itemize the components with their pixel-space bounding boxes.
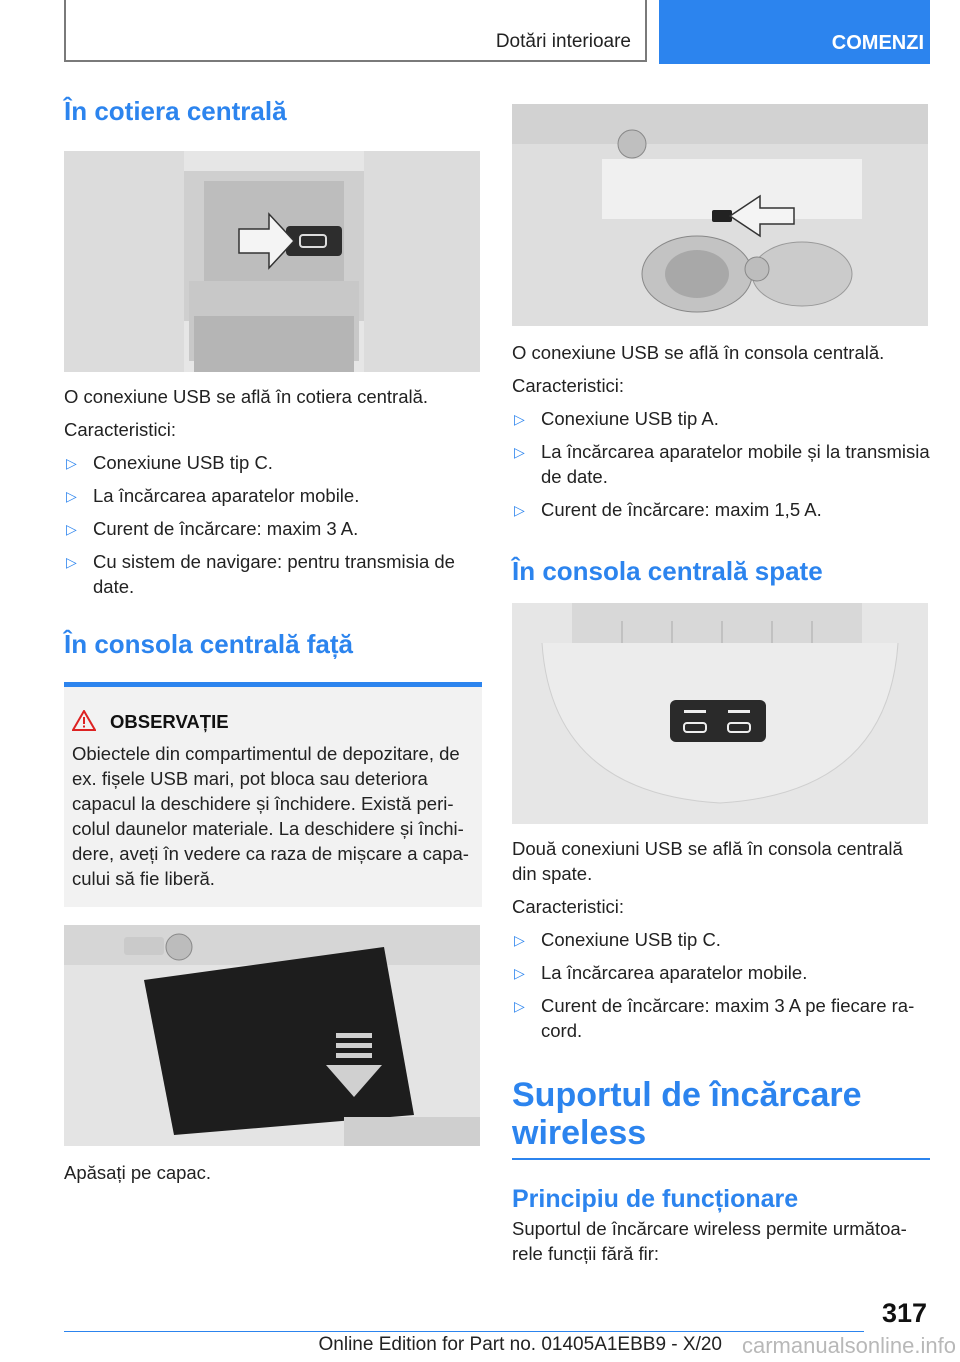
list-item: ▷ La încărcarea aparatelor mobile.	[512, 960, 930, 985]
press-caption: Apăsați pe capac.	[64, 1162, 212, 1184]
triangle-right-icon: ▷	[514, 444, 525, 460]
warning-triangle-icon	[72, 710, 96, 737]
triangle-right-icon: ▷	[66, 455, 77, 472]
list-item: ▷ Conexiune USB tip C.	[512, 927, 930, 952]
heading-rear-console: În consola centrală spate	[512, 556, 823, 586]
left-column	[64, 96, 482, 1185]
header-section-box	[64, 0, 647, 62]
heading-armrest: În cotiera centrală	[64, 96, 287, 126]
page-number: 317	[881, 1298, 927, 1328]
center-console-usb-photo	[512, 104, 928, 326]
heading-principle: Principiu de funcționare	[512, 1184, 799, 1213]
triangle-right-icon: ▷	[514, 965, 525, 982]
list-item: ▷ Curent de încărcare: maxim 1,5 A.	[512, 497, 930, 522]
right-column	[512, 104, 930, 1266]
front-console-cover-photo	[64, 925, 480, 1146]
armrest-desc: O conexiune USB se află în cotiera centrală.	[64, 386, 429, 408]
list-item: ▷ Curent de încărcare: maxim 3 A pe fiecare racord.	[514, 995, 915, 1042]
note-title	[72, 709, 474, 737]
list-item: ▷ La încărcarea aparatelor mobile și la transmisia de date.	[514, 441, 930, 487]
rear-features-label: Caracteristici:	[512, 896, 625, 918]
rear-console-usb-photo	[512, 603, 928, 824]
armrest-features-list	[64, 450, 482, 599]
triangle-right-icon: ▷	[514, 998, 525, 1015]
triangle-right-icon: ▷	[66, 521, 77, 538]
rear-desc: Două conexiuni USB se află în consola centrală din spate.	[512, 838, 903, 885]
online-edition-text: Online Edition for Part no. 01405A1EBB9 - X/20	[318, 1334, 722, 1355]
principle-text: Suportul de încărcare wireless permite următoarele funcții fără fir:	[512, 1217, 907, 1264]
list-item: ▷ La încărcarea aparatelor mobile.	[64, 483, 482, 508]
console-features-label: Caracteristici:	[512, 375, 625, 396]
note-title-text: OBSERVAȚIE	[110, 711, 229, 733]
armrest-usb-photo	[64, 151, 480, 372]
warning-note-box	[64, 682, 482, 907]
rear-features-list	[512, 927, 930, 1043]
heading-wireless-charging: Suportul de încărcare wireless	[512, 1076, 862, 1152]
triangle-right-icon: ▷	[514, 932, 525, 949]
header-chapter-tab	[659, 0, 930, 64]
triangle-right-icon: ▷	[514, 502, 525, 518]
page-header	[64, 0, 930, 66]
triangle-right-icon: ▷	[514, 411, 525, 427]
header-chapter-label: COMENZI	[831, 32, 924, 54]
list-item: ▷ Cu sistem de navigare: pentru transmisia de date.	[66, 551, 455, 598]
section-rule	[512, 1158, 930, 1160]
list-item: ▷ Conexiune USB tip A.	[512, 406, 930, 431]
header-section-title: Dotări interioare	[495, 31, 631, 52]
armrest-features-label: Caracteristici:	[64, 419, 177, 441]
watermark: carmanualsonline.info	[741, 1333, 956, 1358]
footer-rule	[64, 1331, 864, 1332]
console-features-list	[512, 406, 930, 522]
console-desc: O conexiune USB se află în consola centrală.	[512, 342, 885, 363]
list-item: ▷ Curent de încărcare: maxim 3 A.	[64, 516, 482, 541]
triangle-right-icon: ▷	[66, 488, 77, 505]
list-item: ▷ Conexiune USB tip C.	[64, 450, 482, 475]
triangle-right-icon: ▷	[66, 554, 77, 571]
note-text: Obiectele din compartimentul de depozitare, de ex. fișele USB mari, pot bloca sau deteriora capacul la deschidere și închidere. Există pericolul daunelor materiale. La deschidere și închidere, aveți în vedere ca raza de mișcare a capacului să fie liberă.	[72, 743, 469, 890]
heading-front-console: În consola centrală față	[64, 629, 353, 660]
